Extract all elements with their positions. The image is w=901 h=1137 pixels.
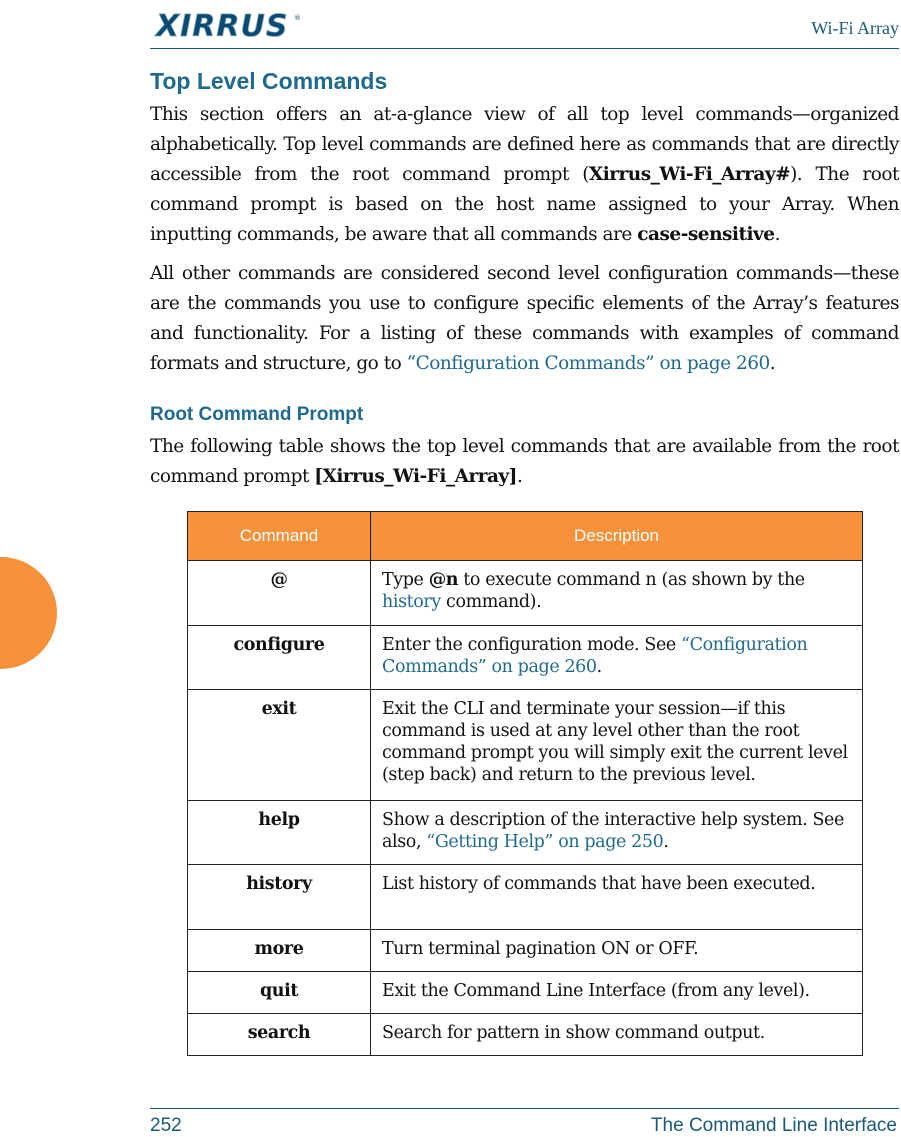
chapter-title: The Command Line Interface	[650, 1115, 897, 1136]
header-description: Description	[371, 512, 863, 561]
command-cell: quit	[188, 972, 371, 1014]
config-commands-link[interactable]: “Configuration Commands” on page 260	[382, 635, 808, 677]
history-link[interactable]: history	[382, 592, 441, 612]
intro-paragraph: This section offers an at-a-glance view of all top level commands—organized alphabetically. Top level commands are defined here as commands that are directly accessible from the root command prompt (Xirrus_Wi-Fi_Array#). The root command prompt is based on the host name assigned to your Array. When inputting commands, be aware that all commands are case-sensitive.	[150, 104, 899, 245]
getting-help-link[interactable]: “Getting Help” on page 250	[426, 832, 664, 852]
table-row	[188, 801, 863, 865]
description-cell: List history of commands that have been executed.	[371, 865, 863, 930]
description-cell: Exit the Command Line Interface (from any level).	[371, 972, 863, 1014]
commands-table	[187, 511, 863, 1056]
table-row	[188, 865, 863, 930]
footer-rule	[150, 1108, 899, 1109]
xirrus-logo	[154, 8, 304, 42]
command-cell: more	[188, 930, 371, 972]
table-row	[188, 972, 863, 1014]
table-row	[188, 1014, 863, 1056]
header-title: Wi-Fi Array	[811, 18, 899, 38]
svg-text:XIRRUS: XIRRUS	[156, 9, 289, 42]
command-cell: search	[188, 1014, 371, 1056]
table-row	[188, 690, 863, 801]
command-cell: help	[188, 801, 371, 865]
root-prompt-paragraph: The following table shows the top level commands that are available from the root command prompt [Xirrus_Wi-Fi_Array].	[150, 436, 899, 487]
description-cell: Type @n to execute command n (as shown by the history command).	[371, 561, 863, 626]
table-row	[188, 561, 863, 626]
section-title: Top Level Commands	[150, 68, 388, 94]
table-header-row	[188, 512, 863, 561]
command-cell: history	[188, 865, 371, 930]
description-cell: Exit the CLI and terminate your session—if this command is used at any level other than the root command prompt you will simply exit the current level (step back) and return to the previous level.	[371, 690, 863, 801]
svg-text:®: ®	[294, 14, 301, 22]
description-cell: Search for pattern in show command output.	[371, 1014, 863, 1056]
config-commands-link[interactable]: “Configuration Commands” on page 260	[406, 353, 770, 374]
table-row	[188, 930, 863, 972]
header-command: Command	[188, 512, 371, 561]
page-number: 252	[150, 1115, 182, 1136]
description-cell: Turn terminal pagination ON or OFF.	[371, 930, 863, 972]
subsection-title: Root Command Prompt	[150, 404, 364, 425]
header-rule	[150, 48, 899, 49]
command-cell: exit	[188, 690, 371, 801]
description-cell: Show a description of the interactive help system. See also, “Getting Help” on page 250.	[371, 801, 863, 865]
description-cell: Enter the configuration mode. See “Configuration Commands” on page 260.	[371, 626, 863, 690]
command-cell: @	[188, 561, 371, 626]
command-cell: configure	[188, 626, 371, 690]
second-level-paragraph: All other commands are considered second level configuration commands—these are the commands you use to configure specific elements of the Array’s features and functionality. For a listing of these commands with examples of command formats and structure, go to “Configuration Commands” on page 260.	[150, 263, 899, 374]
table-row	[188, 626, 863, 690]
chapter-tab	[0, 557, 57, 669]
